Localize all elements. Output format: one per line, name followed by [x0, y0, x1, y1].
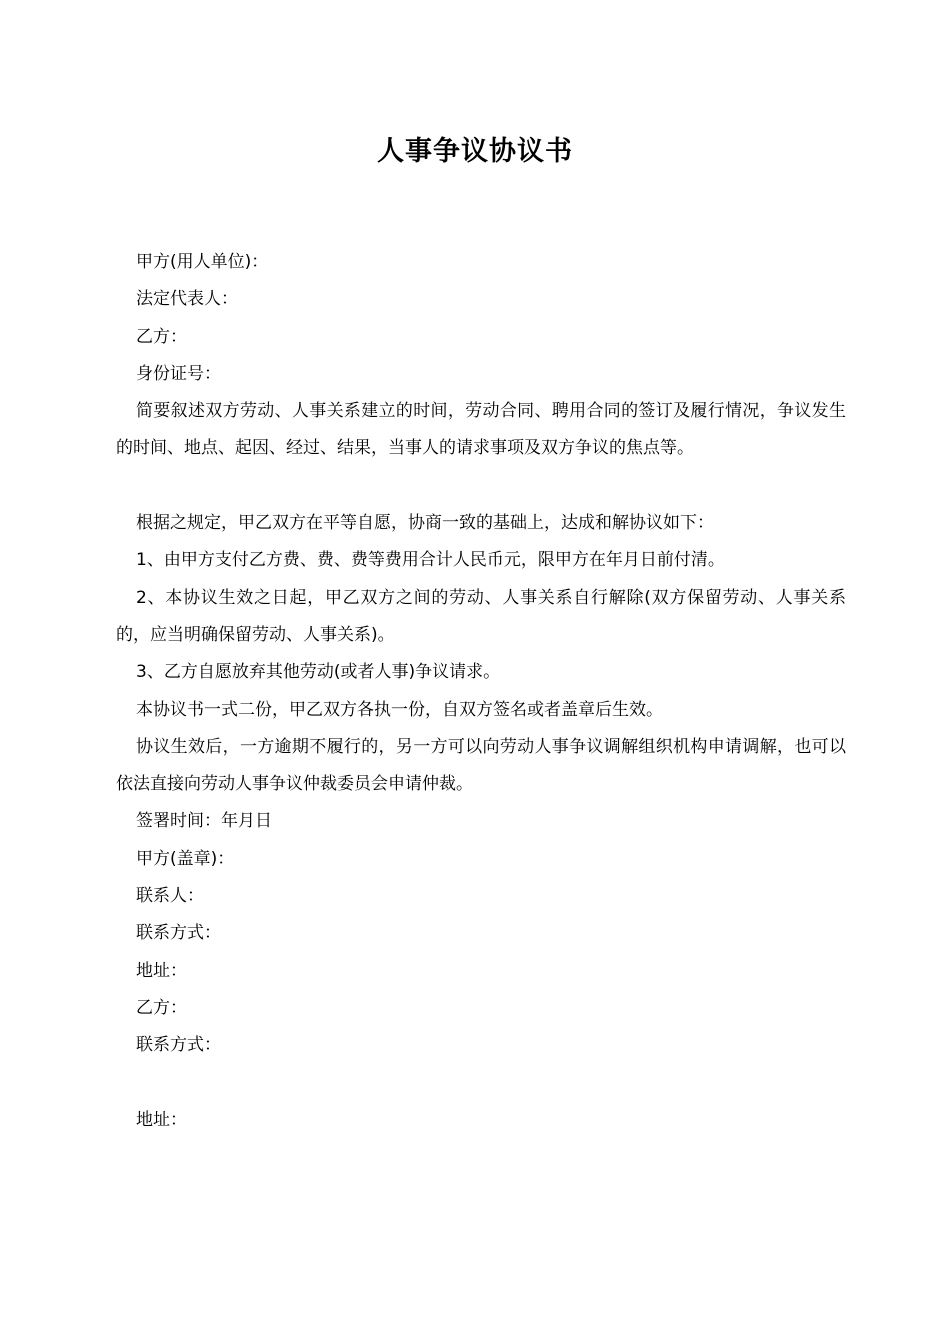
legal-rep-line: 法定代表人：	[136, 289, 238, 310]
sign-date-line: 签署时间：年月日	[136, 811, 272, 832]
document-body	[116, 244, 846, 1139]
address-a-line: 地址：	[136, 960, 187, 981]
item-2: 2、本协议生效之日起，甲乙双方之间的劳动、人事关系自行解除(双方保留劳动、人事关系的，应当明确保留劳动、人事关系)。	[116, 587, 846, 645]
id-number-line: 身份证号：	[136, 363, 221, 384]
party-a-line: 甲方(用人单位)：	[136, 252, 269, 272]
copies-paragraph: 本协议书一式二份，甲乙双方各执一份，自双方签名或者盖章后生效。	[136, 699, 663, 720]
item-1: 1、由甲方支付乙方费、费、费等费用合计人民币元，限甲方在年月日前付清。	[136, 550, 725, 571]
contact-a-line: 联系方式：	[136, 923, 221, 944]
contact-person-line: 联系人：	[136, 886, 204, 907]
document-title: 人事争议协议书	[377, 136, 573, 167]
effect-paragraph: 协议生效后，一方逾期不履行的，另一方可以向劳动人事争议调解组织机构申请调解，也可以依法直接向劳动人事争议仲裁委员会申请仲裁。	[116, 736, 846, 795]
party-b-line: 乙方：	[136, 326, 187, 347]
party-a-seal-line: 甲方(盖章)：	[136, 848, 235, 869]
basis-paragraph: 根据之规定，甲乙双方在平等自愿，协商一致的基础上，达成和解协议如下：	[136, 513, 714, 534]
item-3: 3、乙方自愿放弃其他劳动(或者人事)争议请求。	[136, 662, 501, 683]
party-b-sign-line: 乙方：	[136, 997, 187, 1018]
spacer	[116, 1065, 846, 1102]
contact-b-line: 联系方式：	[136, 1035, 221, 1056]
spacer	[116, 468, 846, 505]
address-b-line: 地址：	[136, 1109, 187, 1130]
summary-paragraph: 简要叙述双方劳动、人事关系建立的时间，劳动合同、聘用合同的签订及履行情况，争议发生的时间、地点、起因、经过、结果，当事人的请求事项及双方争议的焦点等。	[116, 401, 846, 459]
